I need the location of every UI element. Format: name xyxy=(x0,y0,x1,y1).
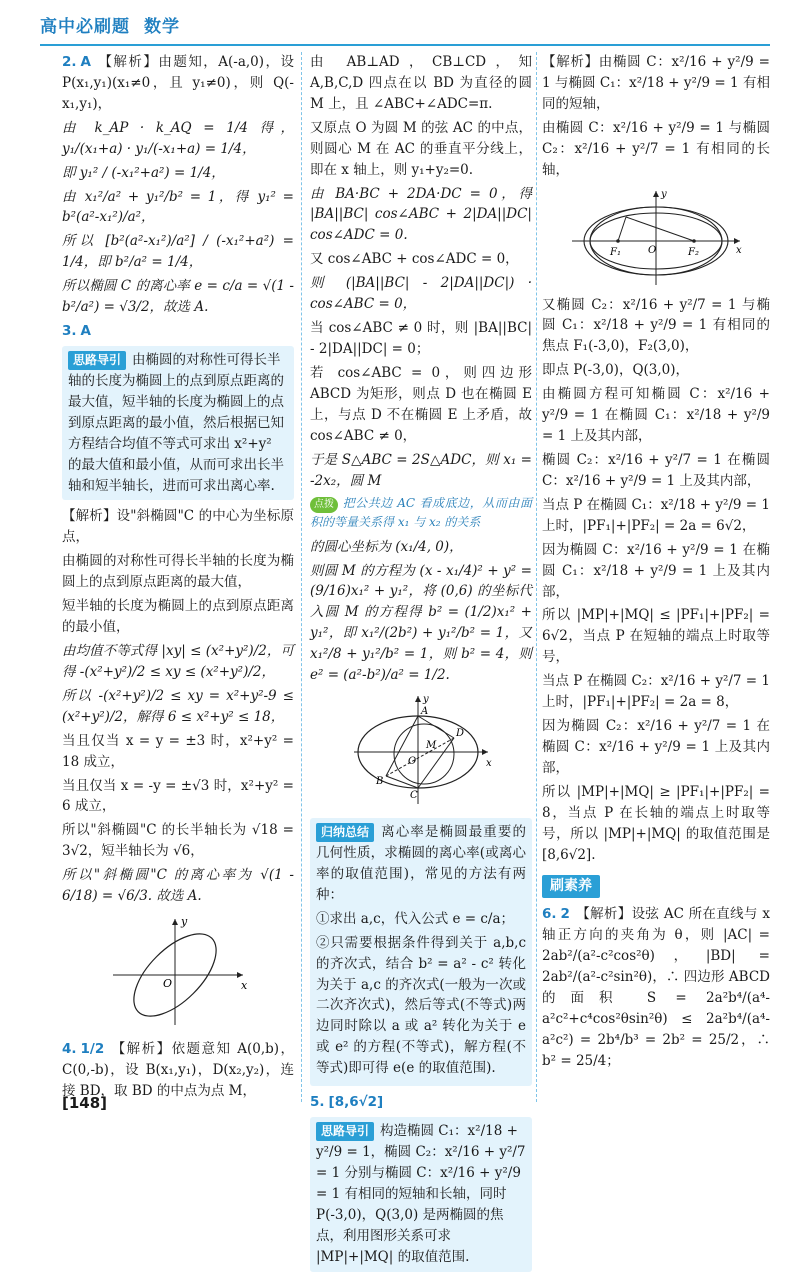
solution-text: 当点 P 在椭圆 C₂：x²/16 + y²/7 = 1 上时，|PF₁|+|PF₂| = 2a = 8， xyxy=(542,673,771,711)
tilted-ellipse-figure xyxy=(62,913,294,1031)
answer-letter: A xyxy=(80,323,91,340)
column-left xyxy=(62,52,294,1099)
solution-text: 当点 P 在椭圆 C₁：x²/18 + y²/9 = 1 上时，|PF₁|+|PF₂| = 2a = 6√2， xyxy=(542,496,771,534)
solution-text: 由椭圆 C：x²/16 + y²/9 = 1 与椭圆 C₂：x²/16 + y²/7 = 1 有相同的长轴， xyxy=(542,119,770,178)
solution-text: 所以"斜椭圆"C 的长半轴长为 √18 = 3√2，短半轴长为 √6， xyxy=(62,822,294,860)
origin-label: O xyxy=(163,977,173,991)
equation: 于是 S△ABC = 2S△ADC，则 x₁ = -2x₂，圆 M xyxy=(310,451,532,489)
brand-text: 高中必刷题 xyxy=(40,17,130,37)
solution-text: 【解析】设"斜椭圆"C 的中心为坐标原点， xyxy=(62,508,294,546)
segment-ab xyxy=(386,716,418,776)
point-b-label: B xyxy=(376,776,384,788)
equation: 由 BA·BC + 2DA·DC = 0，得 |BA||BC| cos∠ABC + 2|DA||DC| cos∠ADC = 0. xyxy=(310,185,532,244)
tilted-ellipse-svg xyxy=(103,913,253,1031)
summary-text: ①求出 a,c，代入公式 e = c/a； xyxy=(316,910,515,927)
question-number: 4. xyxy=(62,1041,77,1058)
thinking-guide-box xyxy=(310,1117,532,1271)
solution-text: 当且仅当 x = y = ±3 时，x²+y² = 18 成立， xyxy=(62,732,294,770)
solution-text: 因为椭圆 C：x²/16 + y²/9 = 1 在椭圆 C₁：x²/18 + y²/9 = 1 上及其内部， xyxy=(542,541,770,600)
guide-tag: 思路导引 xyxy=(316,1122,374,1141)
q6-answer xyxy=(542,904,770,1071)
page-number: [148] xyxy=(62,1094,108,1112)
summary-text: ②只需要根据条件得到关于 a,b,c 的齐次式，结合 b² = a² - c² 转化为关于 a,c 的齐次式(一般为一次或二次齐次式)，然后等式(不等式)两边同时除以 a 或 a² 转化为关于 e 或 e² 的方程(不等式)，解方程(不等式)即可得 e(e 的取值范围). xyxy=(316,934,526,1077)
nested-ellipses-figure xyxy=(542,187,770,287)
circle-ellipse-figure xyxy=(310,692,532,810)
question-number: 2. xyxy=(62,54,77,70)
solution-text: 【解析】设弦 AC 所在直线与 x 轴正方向的夹角为 θ，则 |AC| = 2ab²/(a²-c²cos²θ)，|BD| = 2ab²/(a²-c²sin²θ)，∴ 四边形 ABCD 的面积 S = 2a²b⁴/(a⁴-a²c²+c⁴cos²θsin²θ) ≤ 2a²b⁴/(a⁴-a²c²) = 2b⁴/b³ = 2b² = 25/2，∴ b² = 25/4； xyxy=(542,906,770,1069)
equation: 则圆 M 的方程为 (x - x₁/4)² + y² = (9/16)x₁² + y₁²，将 (0,6) 的坐标代入圆 M 的方程得 b² = (1/2)x₁² + y₁²，即 x₁²/(2b²) + y₁²/b² = 1，又 x₁²/8 + y₁²/b² = 1，则 b² = 4，则 e² = (a²-b²)/a² = 1/2. xyxy=(310,562,532,684)
x-arrow-icon xyxy=(482,749,488,755)
circle-ellipse-svg xyxy=(346,692,496,810)
column-divider xyxy=(301,52,302,1102)
solution-text: 若 cos∠ABC = 0，则四边形 ABCD 为矩形，则点 D 也在椭圆 E 上，与点 D 不在椭圆 E 上矛盾，故 cos∠ABC ≠ 0， xyxy=(310,364,532,444)
point-m-label: M xyxy=(426,740,437,752)
f1-label: F₁ xyxy=(610,246,621,258)
hint-text: 把公共边 AC 看成底边，从而由面积的等量关系得 x₁ 与 x₂ 的关系 xyxy=(310,496,532,530)
x-label: x xyxy=(736,244,742,256)
equation: 的圆心坐标为 (x₁/4, 0)， xyxy=(310,538,463,555)
x-label: x xyxy=(241,979,248,993)
solution-text: 由椭圆的对称性可得长半轴的长度为椭圆上的点到原点距离的最大值， xyxy=(62,553,294,591)
solution-text: 当且仅当 x = -y = ±√3 时，x²+y² = 6 成立， xyxy=(62,777,294,815)
y-label: y xyxy=(423,694,429,706)
solution-text: 所以 |MP|+|MQ| ≥ |PF₁|+|PF₂| = 8，当点 P 在长轴的端点上时取等号，所以 |MP|+|MQ| 的取值范围是 [8,6√2]. xyxy=(542,783,770,863)
x-label: x xyxy=(486,758,492,770)
focus-f2 xyxy=(692,239,696,243)
book-title xyxy=(40,14,180,40)
segment-pf1 xyxy=(618,217,626,241)
thinking-guide-box xyxy=(62,346,294,500)
answer-letter: A xyxy=(80,54,91,70)
equation: 由 x₁²/a² + y₁²/b² = 1，得 y₁² = b²(a²-x₁²)/a²， xyxy=(62,188,294,226)
solution-text: 所以 |MP|+|MQ| ≤ |PF₁|+|PF₂| = 6√2，当点 P 在短轴的端点上时取等号， xyxy=(542,607,770,666)
point-a-label: A xyxy=(421,706,429,718)
equation: 由 k_AP · k_AQ = 1/4 得，y₁/(x₁+a) · y₁/(-x₁+a) = 1/4， xyxy=(62,119,294,157)
f2-label: F₂ xyxy=(688,246,699,258)
hint-note xyxy=(310,494,532,531)
equation: 由均值不等式得 |xy| ≤ (x²+y²)/2，可得 -(x²+y²)/2 ≤ xy ≤ (x²+y²)/2， xyxy=(62,642,294,680)
summary-box xyxy=(310,818,532,1086)
y-label: y xyxy=(181,915,188,929)
solution-text: 即点 P(-3,0)，Q(3,0)， xyxy=(542,362,690,379)
solution-text: 因为椭圆 C₂：x²/16 + y²/7 = 1 在椭圆 C：x²/16 + y²/9 = 1 上及其内部， xyxy=(542,718,770,776)
guide-text: 构造椭圆 C₁：x²/18 + y²/9 = 1，椭圆 C₂：x²/16 + y²/7 = 1 分别与椭圆 C：x²/16 + y²/9 = 1 有相同的短轴和长轴，同时 P(-3,0)，Q(3,0) 是两椭圆的焦点，利用图形关系可求 |MP|+|MQ| 的取值范围. xyxy=(316,1123,526,1265)
subject-text: 数学 xyxy=(144,17,180,37)
equation: 所以 -(x²+y²)/2 ≤ xy = x²+y²-9 ≤ (x²+y²)/2，解得 6 ≤ x²+y² ≤ 18， xyxy=(62,687,294,725)
nested-ellipses-svg xyxy=(566,187,746,287)
y-arrow-icon xyxy=(415,696,421,702)
y-arrow-icon xyxy=(653,191,659,197)
summary-tag: 归纳总结 xyxy=(316,823,374,842)
solution-text: 【解析】依题意知 A(0,b)，C(0,-b)，设 B(x₁,y₁)，D(x₂,y₂)，连接 BD，取 BD 的中点为点 M， xyxy=(62,1041,294,1099)
answer-value: [8,6√2] xyxy=(328,1094,384,1111)
origin-label: O xyxy=(408,756,417,768)
solution-text: 【解析】由椭圆 C：x²/16 + y²/9 = 1 与椭圆 C₁：x²/18 + y²/9 = 1 有相同的短轴， xyxy=(542,54,770,112)
guide-text: 由椭圆的对称性可得长半轴的长度为椭圆上的点到原点距离的最大值，短半轴的长度为椭圆上的点到原点距离的最小值，然后根据已知方程结合均值不等式可求出 x²+y² 的最大值和最小值，从而可求出长半轴和短半轴长，进而可求出离心率. xyxy=(68,351,284,494)
page-header xyxy=(40,12,770,46)
equation: 所以椭圆 C 的离心率 e = c/a = √(1 - b²/a²) = √3/2，故选 A. xyxy=(62,278,294,316)
question-number: 6. xyxy=(542,906,557,923)
column-middle xyxy=(310,52,532,1265)
question-number: 5. xyxy=(310,1094,325,1111)
x-arrow-icon xyxy=(237,972,243,978)
y-arrow-icon xyxy=(172,919,178,925)
answer-value: 1/2 xyxy=(80,1041,105,1058)
equation: 则 (|BA||BC| - 2|DA||DC|) · cos∠ABC = 0， xyxy=(310,275,532,313)
origin-label: O xyxy=(648,244,657,256)
solution-text: 【解析】由题知，A(-a,0)，设 P(x₁,y₁)(x₁≠0，且 y₁≠0)，则 Q(-x₁,y₁)， xyxy=(62,54,294,112)
summary-text: 离心率是椭圆最重要的几何性质，求椭圆的离心率(或离心率的取值范围)，常见的方法有两种： xyxy=(316,824,526,903)
section-heading: 刷素养 xyxy=(542,875,600,899)
guide-tag: 思路导引 xyxy=(68,351,126,370)
solution-text: 又原点 O 为圆 M 的弦 AC 的中点，则圆心 M 在 AC 的垂直平分线上，即在 x 轴上，则 y₁+y₂=0. xyxy=(310,119,532,178)
q5-answer xyxy=(310,1092,532,1113)
equation: 即 y₁² / (-x₁²+a²) = 1/4， xyxy=(62,164,225,181)
segment-ad xyxy=(418,716,454,738)
hint-icon: 点拨 xyxy=(310,497,338,513)
point-d-label: D xyxy=(456,728,465,740)
column-divider xyxy=(536,52,537,1102)
equation: 所以"斜椭圆"C 的离心率为 √(1 - 6/18) = √6/3. 故选 A. xyxy=(62,867,294,905)
question-number: 3. xyxy=(62,323,77,340)
solution-text: 又 cos∠ABC + cos∠ADC = 0， xyxy=(310,251,519,268)
solution-text: 当 cos∠ABC ≠ 0 时，则 |BA||BC| - 2|DA||DC| = 0； xyxy=(310,320,532,357)
column-right xyxy=(542,52,770,1092)
answer-value: 2 xyxy=(560,906,570,923)
solution-text: 椭圆 C₂：x²/16 + y²/7 = 1 在椭圆 C：x²/16 + y²/9 = 1 上及其内部， xyxy=(542,451,770,489)
segment-pf2 xyxy=(626,217,694,241)
q2-answer xyxy=(62,52,294,115)
solution-text: 短半轴的长度为椭圆上的点到原点距离的最小值， xyxy=(62,598,294,636)
x-arrow-icon xyxy=(734,238,740,244)
focus-f1 xyxy=(616,239,620,243)
solution-text: 由椭圆方程可知椭圆 C：x²/16 + y²/9 = 1 在椭圆 C₁：x²/18 + y²/9 = 1 上及其内部， xyxy=(542,386,770,445)
point-c-label: C xyxy=(410,790,418,802)
solution-text: 又椭圆 C₂：x²/16 + y²/7 = 1 与椭圆 C₁：x²/18 + y²/9 = 1 有相同的焦点 F₁(-3,0)，F₂(3,0)， xyxy=(542,296,770,355)
equation: 所以 [b²(a²-x₁²)/a²] / (-x₁²+a²) = 1/4，即 b²/a² = 1/4， xyxy=(62,233,294,271)
solution-text: 由 AB⊥AD，CB⊥CD，知 A,B,C,D 四点在以 BD 为直径的圆 M 上，且 ∠ABC+∠ADC=π. xyxy=(310,54,532,112)
q3-answer xyxy=(62,321,294,342)
y-label: y xyxy=(661,188,667,200)
